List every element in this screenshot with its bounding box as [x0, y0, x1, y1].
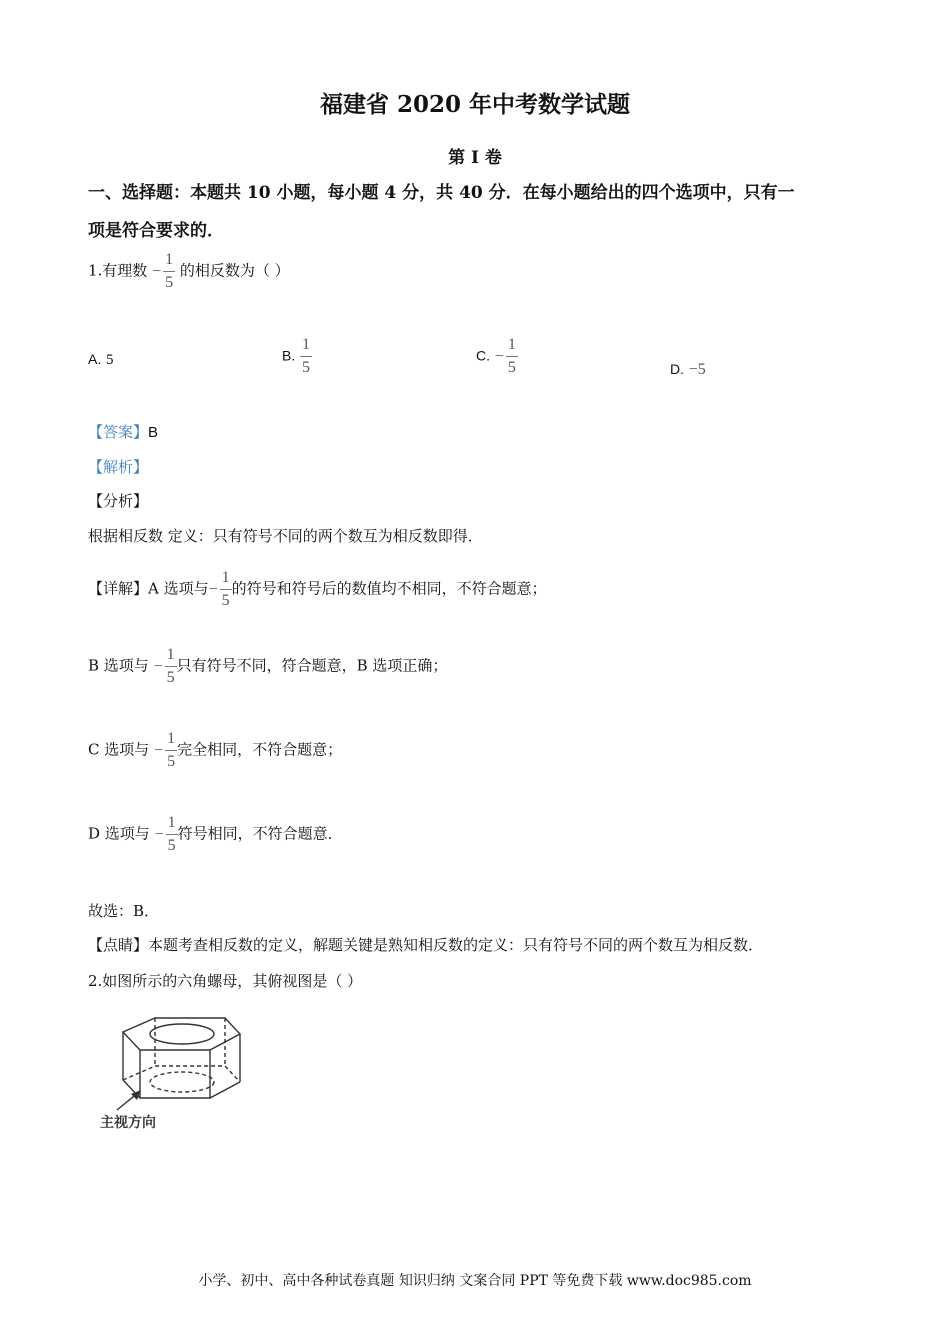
option-a: A. 5	[88, 351, 114, 368]
detail-d: D 选项与 − $\frac{1}{5}$ 符号相同，不符合题意．	[88, 814, 343, 854]
figure-caption: 主视方向	[100, 1115, 156, 1131]
section-instructions-line1: 一、选择题：本题共 10 小题，每小题 4 分，共 40 分．在每小题给出的四个选项中，只有一	[88, 183, 795, 203]
question-1	[88, 252, 290, 291]
analysis-tag: 【解析】	[88, 458, 149, 476]
question-1-prefix: 1.有理数	[88, 261, 148, 280]
volume-heading: 第 I 卷	[448, 148, 502, 168]
answer-tag: 【答案】	[88, 423, 149, 441]
question-1-suffix: 的相反数为（ ）	[179, 261, 290, 280]
section-instructions-line2: 项是符合要求的．	[88, 221, 224, 241]
footer: 小学、初中、高中各种试卷真题 知识归纳 文案合同 PPT 等免费下载 www.doc985.com	[198, 1273, 752, 1289]
detail-c: C 选项与 − $\frac{1}{5}$ 完全相同，不符合题意；	[88, 730, 343, 770]
option-c: C. − $\frac{1}{5}$	[476, 336, 516, 376]
minus-sign: −	[152, 262, 162, 280]
page-title: 福建省 2020 年中考数学试题	[319, 91, 631, 118]
option-d: D. −5	[670, 361, 706, 378]
detail-a: 【详解】A 选项与− $\frac{1}{5}$ 的符号和符号后的数值均不相同，不符合题意；	[88, 569, 547, 609]
fraction: $\frac{1}{5}$	[165, 251, 174, 291]
option-b: B. $\frac{1}{5}$	[282, 336, 311, 376]
detail-b: B 选项与 − $\frac{1}{5}$ 只有符号不同，符合题意，B 选项正确；	[88, 646, 448, 686]
answer-value: B	[148, 424, 159, 441]
choice-line: 故选：B．	[88, 902, 160, 920]
answer-line	[88, 421, 158, 442]
fenxi-tag: 【分析】	[88, 492, 149, 510]
dianjing-line: 【点睛】本题考查相反数的定义，解题关键是熟知相反数的定义：只有符号不同的两个数互为相反数．	[88, 936, 764, 954]
question-2: 2.如图所示的六角螺母，其俯视图是（ ）	[88, 972, 363, 990]
fenxi-text: 根据相反数 定义：只有符号不同的两个数互为相反数即得．	[88, 527, 483, 545]
